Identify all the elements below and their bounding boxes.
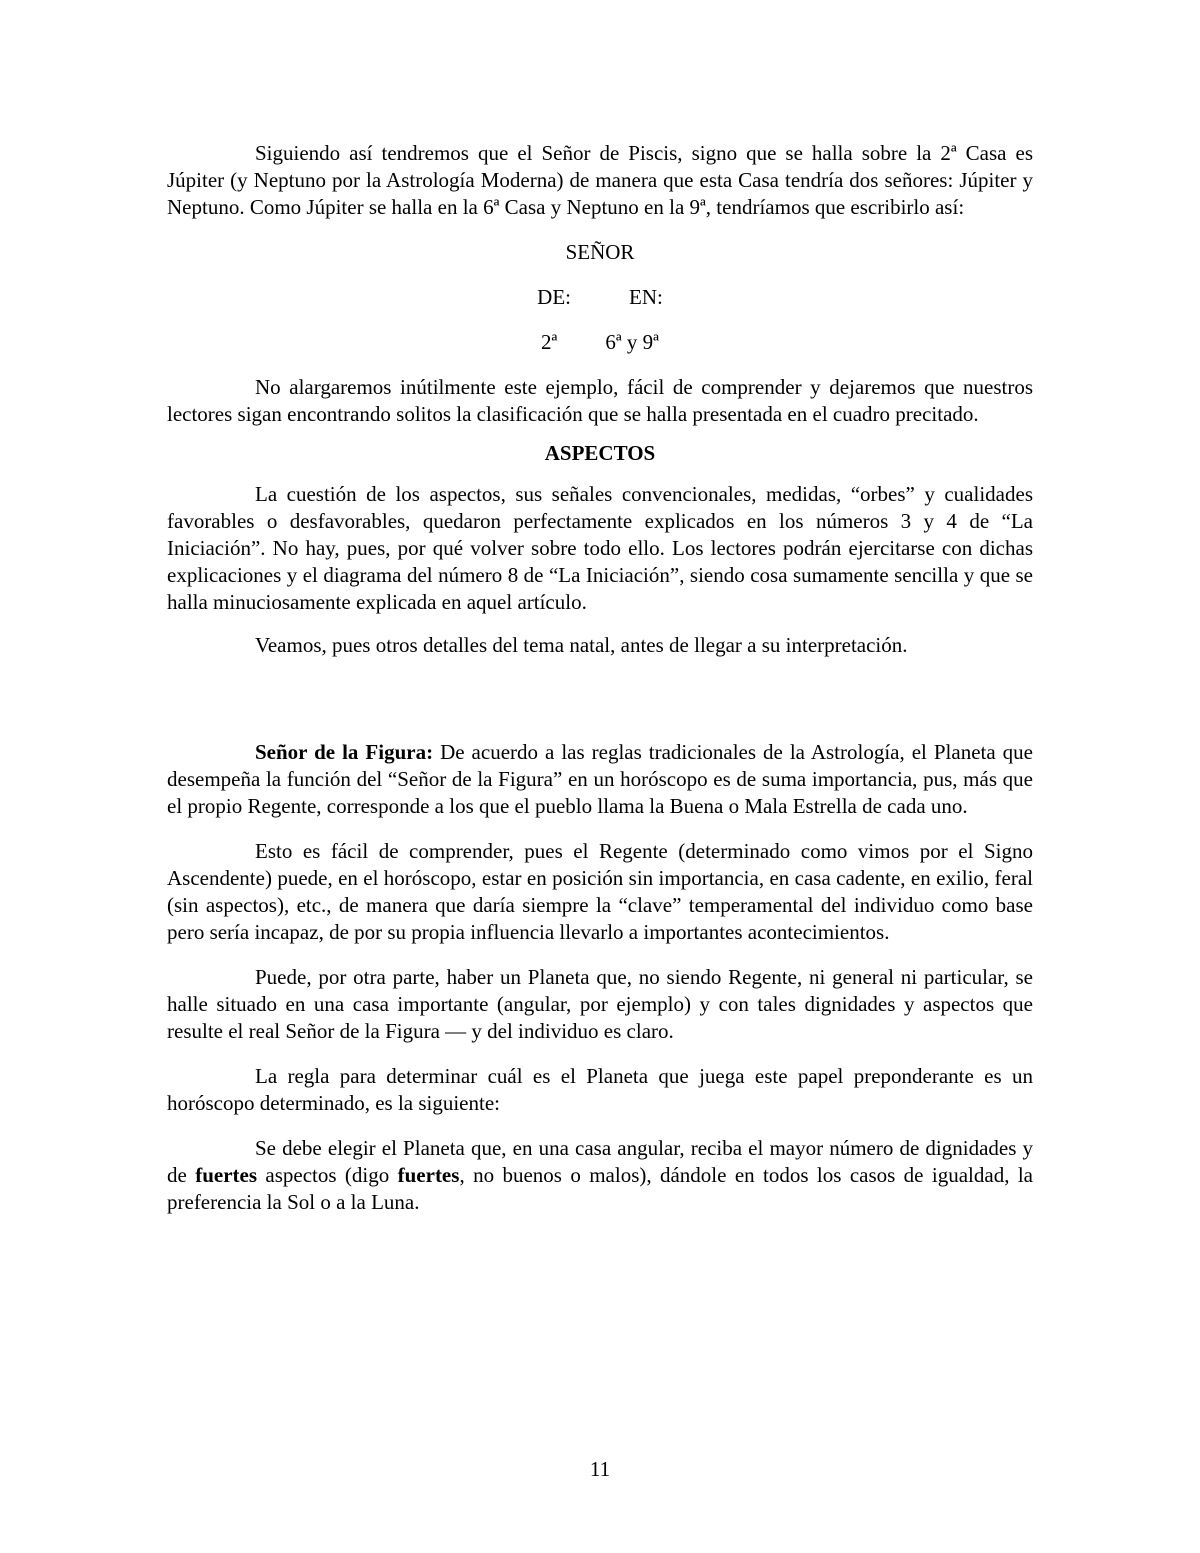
- emphasis-fuertes-2: fuertes: [397, 1163, 460, 1187]
- table-header: SEÑOR: [565, 240, 635, 264]
- lord-table: [167, 239, 1033, 356]
- table-label-en: EN:: [629, 285, 663, 309]
- table-value-de: 2ª: [541, 330, 558, 354]
- paragraph-7: Puede, por otra parte, haber un Planeta que, no siendo Regente, ni general ni particular, se halle situado en una casa importante (angular, por ejemplo) y con tales dignidades y aspectos que resulte el real Señor de la Figura — y del individuo es claro.: [167, 965, 1033, 1043]
- section-heading-aspectos: ASPECTOS: [544, 441, 656, 465]
- emphasis-fuertes-1: fuertes: [195, 1163, 258, 1187]
- page-body: [167, 140, 1033, 1216]
- table-value-row: [167, 329, 1033, 356]
- table-label-de: DE:: [537, 285, 571, 309]
- paragraph-5: [167, 739, 1033, 820]
- page-number: 11: [589, 1457, 611, 1481]
- table-label-row: [167, 284, 1033, 311]
- paragraph-9-text-a: Se debe elegir el Planeta que, en una casa angular, reciba el mayor número de dignidades y de: [167, 1136, 1033, 1187]
- paragraph-1: Siguiendo así tendremos que el Señor de Piscis, signo que se halla sobre la 2ª Casa es Júpiter (y Neptuno por la Astrología Moderna) de manera que esta Casa tendría dos señores: Júpiter y Neptuno. Como Júpiter se halla en la 6ª Casa y Neptuno en la 9ª, tendríamos que escribirlo así:: [167, 141, 1033, 219]
- paragraph-3: La cuestión de los aspectos, sus señales convencionales, medidas, “orbes” y cualidades favorables o desfavorables, quedaron perfectamente explicados en los números 3 y 4 de “La Iniciación”. No hay, pues, por qué volver sobre todo ello. Los lectores podrán ejercitarse con dichas explicaciones y el diagrama del número 8 de “La Iniciación”, siendo cosa sumamente sencilla y que se halla minuciosamente explicada en aquel artículo.: [167, 482, 1033, 614]
- term-senor-de-la-figura: Señor de la Figura:: [255, 740, 434, 764]
- table-header-row: [167, 239, 1033, 266]
- paragraph-9: [167, 1135, 1033, 1216]
- paragraph-5-text: De acuerdo a las reglas tradicionales de la Astrología, el Planeta que desempeña la función del “Señor de la Figura” en un horóscopo es de suma importancia, pus, más que el propio Regente, corresponde a los que el pueblo llama la Buena o Mala Estrella de cada uno.: [167, 740, 1033, 818]
- paragraph-2: No alargaremos inútilmente este ejemplo, fácil de comprender y dejaremos que nuestros lectores sigan encontrando solitos la clasificación que se halla presentada en el cuadro precitado.: [167, 375, 1033, 426]
- paragraph-4: Veamos, pues otros detalles del tema natal, antes de llegar a su interpretación.: [255, 633, 908, 657]
- paragraph-6: Esto es fácil de comprender, pues el Regente (determinado como vimos por el Signo Ascendente) puede, en el horóscopo, estar en posición sin importancia, en casa cadente, en exilio, feral (sin aspectos), etc., de manera que daría siempre la “clave” temperamental del individuo como base pero sería incapaz, de por su propia influencia llevarlo a importantes acontecimientos.: [167, 839, 1033, 944]
- paragraph-9-text-d: , no buenos o malos), dándole en todos los casos de igualdad, la preferencia la Sol o a la Luna.: [167, 1163, 1033, 1214]
- paragraph-8: La regla para determinar cuál es el Planeta que juega este papel preponderante es un horóscopo determinado, es la siguiente:: [167, 1064, 1033, 1115]
- paragraph-9-text-c: aspectos (digo: [257, 1163, 398, 1187]
- table-value-en: 6ª y 9ª: [605, 330, 659, 354]
